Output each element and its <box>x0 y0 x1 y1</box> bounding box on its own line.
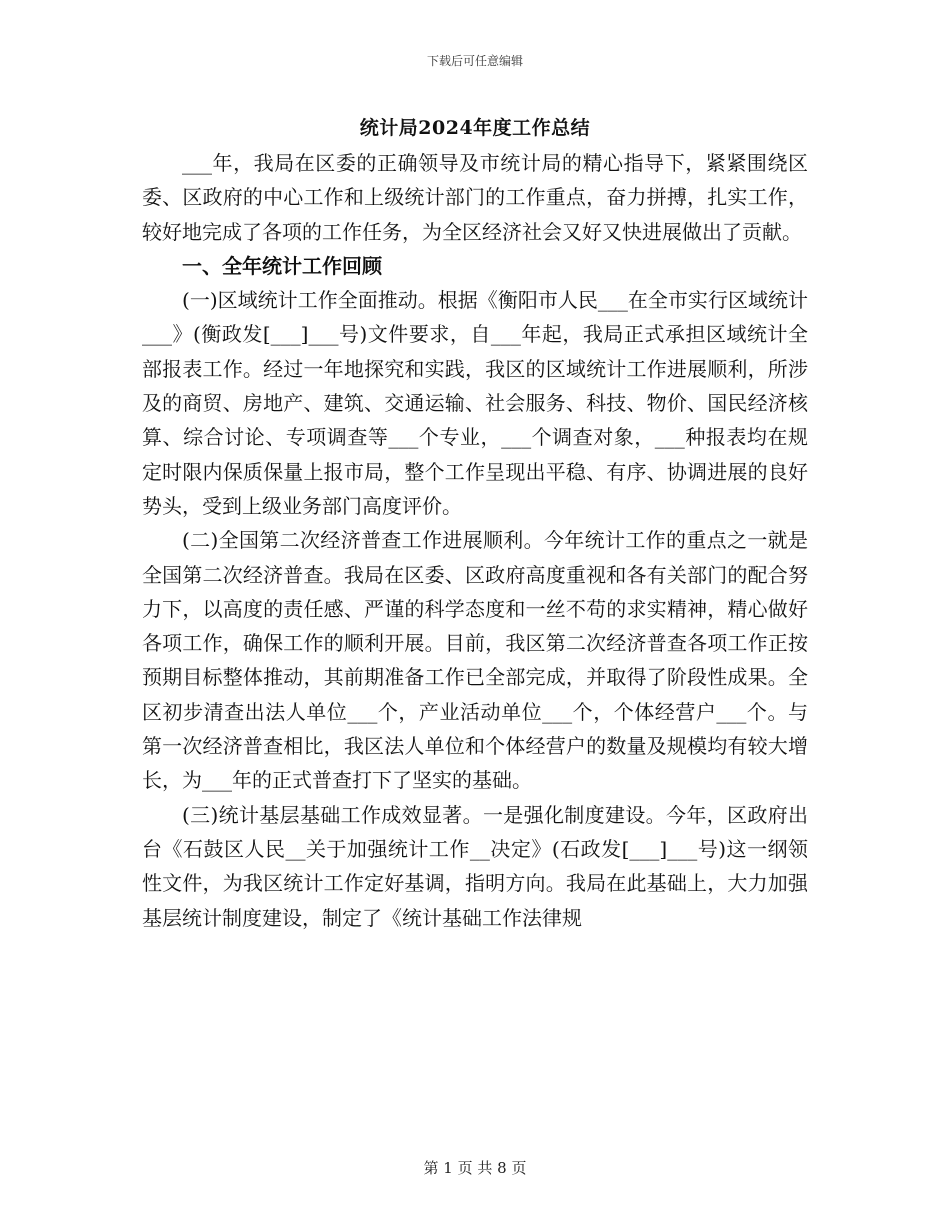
paragraph-grassroots-work: (三)统计基层基础工作成效显著。一是强化制度建设。今年，区政府出台《石鼓区人民__关于加强统计工作__决定》(石政发[___]___号)这一纲领性文件，为我区统计工作定好基调，指明方向。我局在此基础上，大力加强基层统计制度建设，制定了《统计基础工作法律规 <box>142 802 808 930</box>
document-title: 统计局2024年度工作总结 <box>359 117 591 139</box>
section-heading-review: 一、全年统计工作回顾 <box>182 253 382 278</box>
document-body <box>142 110 808 935</box>
paragraph-economic-census: (二)全国第二次经济普查工作进展顺利。今年统计工作的重点之一就是全国第二次经济普查。我局在区委、区政府高度重视和各有关部门的配合努力下，以高度的责任感、严谨的科学态度和一丝不苟的求实精神，精心做好各项工作，确保工作的顺利开展。目前，我区第二次经济普查各项工作正按预期目标整体推动，其前期准备工作已全部完成，并取得了阶段性成果。全区初步清查出法人单位___个，产业活动单位___个，个体经营户___个。与第一次经济普查相比，我区法人单位和个体经营户的数量及规模均有较大增长，为___年的正式普查打下了坚实的基础。 <box>142 528 808 793</box>
page-number: 第 1 页 共 8 页 <box>423 1159 527 1177</box>
intro-paragraph: ___年，我局在区委的正确领导及市统计局的精心指导下，紧紧围绕区委、区政府的中心工作和上级统计部门的工作重点，奋力拼搏，扎实工作，较好地完成了各项的工作任务，为全区经济社会又好又快进展做出了贡献。 <box>142 151 808 244</box>
paragraph-regional-statistics: (一)区域统计工作全面推动。根据《衡阳市人民___在全市实行区域统计___》(衡政发[___]___号)文件要求，自___年起，我局正式承担区域统计全部报表工作。经过一年地探究和实践，我区的区域统计工作进展顺利，所涉及的商贸、房地产、建筑、交通运输、社会服务、科技、物价、国民经济核算、综合讨论、专项调查等___个专业，___个调查对象，___种报表均在规定时限内保质保量上报市局，整个工作呈现出平稳、有序、协调进展的良好势头，受到上级业务部门高度评价。 <box>142 288 808 518</box>
page-header-note: 下载后可任意编辑 <box>426 54 523 68</box>
